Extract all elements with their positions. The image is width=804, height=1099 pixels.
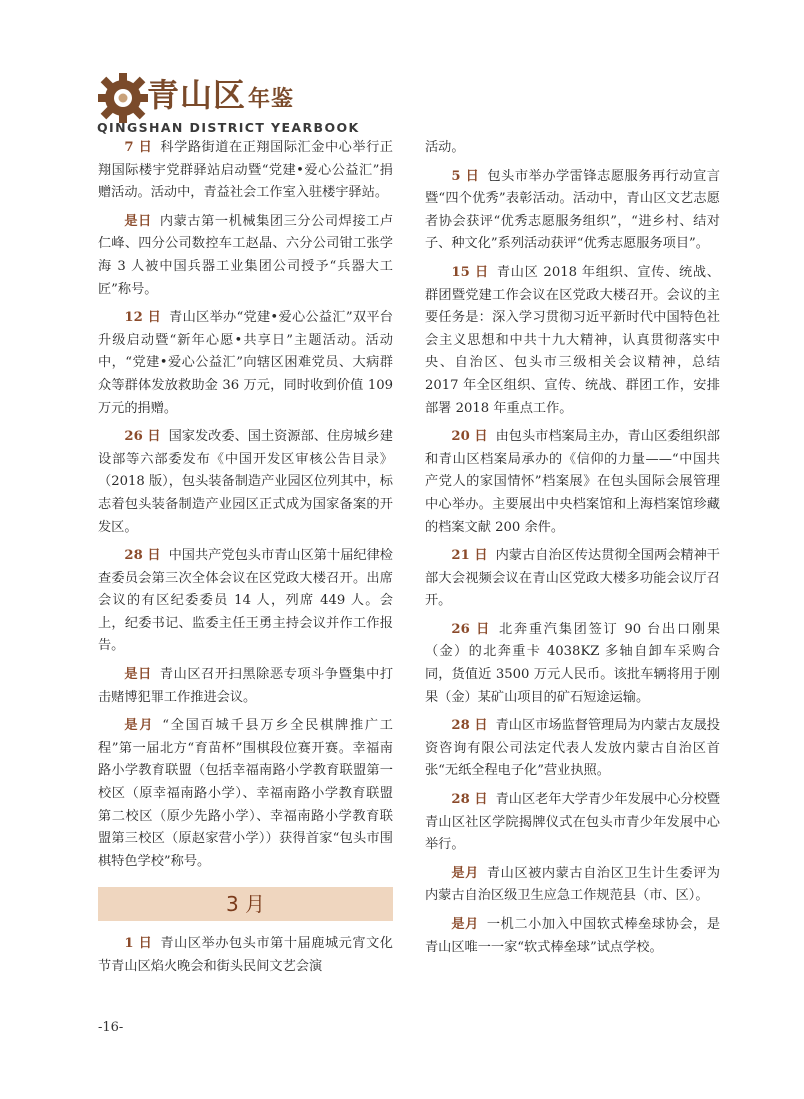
continued-text: 活动。: [425, 140, 465, 155]
entry-text: 包头市举办学雷锋志愿服务再行动宣言暨“四个优秀”表彰活动。活动中，青山区文艺志愿者协会获评“优秀志愿服务组织”，“进乡村、结对子、种文化”系列活动获评“优秀志愿服务项目”。: [425, 168, 720, 252]
title-sub: 年鉴: [248, 86, 295, 112]
title-main: 青山区: [147, 76, 247, 114]
left-column: [98, 137, 393, 985]
chronicle-entry: [425, 619, 720, 709]
chronicle-entry: [425, 166, 720, 256]
entry-text: 青山区 2018 年组织、宣传、统战、群团暨党建工作会议在区党政大楼召开。会议的主要任务是：深入学习贯彻习近平新时代中国特色社会主义思想和中共十九大精神，认真贯彻落实中央、自治区、包头市三级相关会议精神，总结 2017 年全区组织、宣传、统战、群团工作，安排部署 2018 年重点工作。: [425, 264, 720, 416]
page-number: -16-: [98, 1020, 124, 1035]
chronicle-entry: [425, 863, 720, 908]
chronicle-entry: [98, 211, 393, 301]
yearbook-title: [147, 70, 294, 116]
chronicle-entry: [98, 307, 393, 420]
chronicle-entry: [98, 545, 393, 658]
entry-text: 青山区举办“党建•爱心公益汇”双平台升级启动暨“新年心愿•共享日”主题活动。活动中，“党建•爱心公益汇”向辖区困难党员、大病群众等群体发放救助金 36 万元，同时收到价值 109 万元的捐赠。: [98, 310, 393, 416]
chronicle-entry: [98, 664, 393, 709]
entry-text: 一机二小加入中国软式棒垒球协会，是青山区唯一一家“软式棒垒球”试点学校。: [425, 917, 721, 955]
entry-date: 20 日: [451, 429, 488, 445]
entry-date: 是月: [124, 718, 155, 734]
chronicle-entry: [425, 545, 720, 613]
entry-text: 青山区举办包头市第十届鹿城元宵文化节青山区焰火晚会和街头民间文艺会演: [98, 936, 393, 974]
entry-text: 中国共产党包头市青山区第十届纪律检查委员会第三次全体会议在区党政大楼召开。出席会议的有区纪委委员 14 人，列席 449 人。会上，纪委书记、监委主任王勇主持会议并作工作报告。: [98, 548, 393, 654]
entry-text: 北奔重汽集团签订 90 台出口刚果（金）的北奔重卡 4038KZ 多轴自卸车采购合同，货值近 3500 万元人民币。该批车辆将用于刚果（金）某矿山项目的矿石短途运输。: [425, 621, 720, 705]
entry-text: 由包头市档案局主办，青山区委组织部和青山区档案局承办的《信仰的力量——“中国共产党人的家国情怀”档案展》在包头国际会展管理中心举办。主要展出中央档案馆和上海档案馆珍藏的档案文献 200 余件。: [425, 429, 720, 535]
page-header: [95, 56, 715, 136]
entry-date: 28 日: [451, 718, 488, 734]
entry-date: 26 日: [124, 429, 161, 445]
entry-text: 内蒙古第一机械集团三分公司焊接工卢仁峰、四分公司数控车工赵晶、六分公司钳工张学海 3 人被中国兵器工业集团公司授予“兵器大工匠”称号。: [98, 213, 394, 297]
chronicle-entry: [425, 262, 720, 420]
entry-date: 7 日: [124, 140, 153, 155]
entry-text: 青山区召开扫黑除恶专项斗争暨集中打击赌博犯罪工作推进会议。: [98, 667, 394, 705]
entry-text: “全国百城千县万乡全民棋牌推广工程”第一届北方“育苗杯”围棋段位赛开赛。幸福南路小学教育联盟（包括幸福南路小学教育联盟第一校区（原幸福南路小学）、幸福南路小学教育联盟第二校区（原少先路小学）、幸福南路小学教育联盟第三校区（原赵家营小学））获得首家“包头市围棋特色学校”称号。: [98, 718, 393, 869]
entry-date: 26 日: [451, 621, 492, 637]
entry-text: 内蒙古自治区传达贯彻全国两会精神干部大会视频会议在青山区党政大楼多功能会议厅召开。: [425, 548, 720, 609]
entry-text: 青山区老年大学青少年发展中心分校暨青山区社区学院揭牌仪式在包头市青少年发展中心举行。: [425, 792, 720, 853]
right-column: [425, 137, 720, 965]
entry-date: 28 日: [451, 792, 488, 808]
chronicle-entry: [98, 426, 393, 539]
entry-date: 1 日: [124, 936, 153, 952]
entry-date: 5 日: [451, 168, 480, 184]
chronicle-entry: [425, 715, 720, 783]
entry-text: 国家发改委、国土资源部、住房城乡建设部等六部委发布《中国开发区审核公告目录》（2018 版），包头装备制造产业园区位列其中，标志着包头装备制造产业园区正式成为国家备案的开发区。: [98, 429, 393, 535]
chronicle-entry: [98, 715, 393, 873]
chronicle-entry: [425, 914, 720, 959]
chronicle-entry: [98, 933, 393, 978]
entry-date: 21 日: [451, 548, 488, 564]
entry-date: 是日: [124, 213, 152, 229]
entry-date: 28 日: [124, 548, 161, 564]
chronicle-entry: [425, 426, 720, 539]
entry-date: 是月: [451, 865, 479, 881]
chronicle-entry: [425, 789, 720, 857]
month-heading: 3 月: [98, 887, 393, 921]
entry-date: 12 日: [124, 310, 162, 326]
entry-date: 15 日: [451, 264, 489, 280]
entry-text: 青山区被内蒙古自治区卫生计生委评为内蒙古自治区级卫生应急工作规范县（市、区）。: [425, 865, 721, 904]
entry-date: 是月: [451, 917, 479, 932]
entry-date: 是日: [124, 667, 152, 683]
gear-logo-icon: [95, 70, 151, 126]
english-title: QINGSHAN DISTRICT YEARBOOK: [97, 120, 360, 135]
entry-text: 青山区市场监督管理局为内蒙古友晟投资咨询有限公司法定代表人发放内蒙古自治区首张“无纸全程电子化”营业执照。: [425, 718, 720, 779]
chronicle-entry: [98, 137, 393, 205]
entry-text: 科学路街道在正翔国际汇金中心举行正翔国际楼宇党群驿站启动暨“党建•爱心公益汇”捐赠活动。活动中，青益社会工作室入驻楼宇驿站。: [98, 140, 393, 201]
